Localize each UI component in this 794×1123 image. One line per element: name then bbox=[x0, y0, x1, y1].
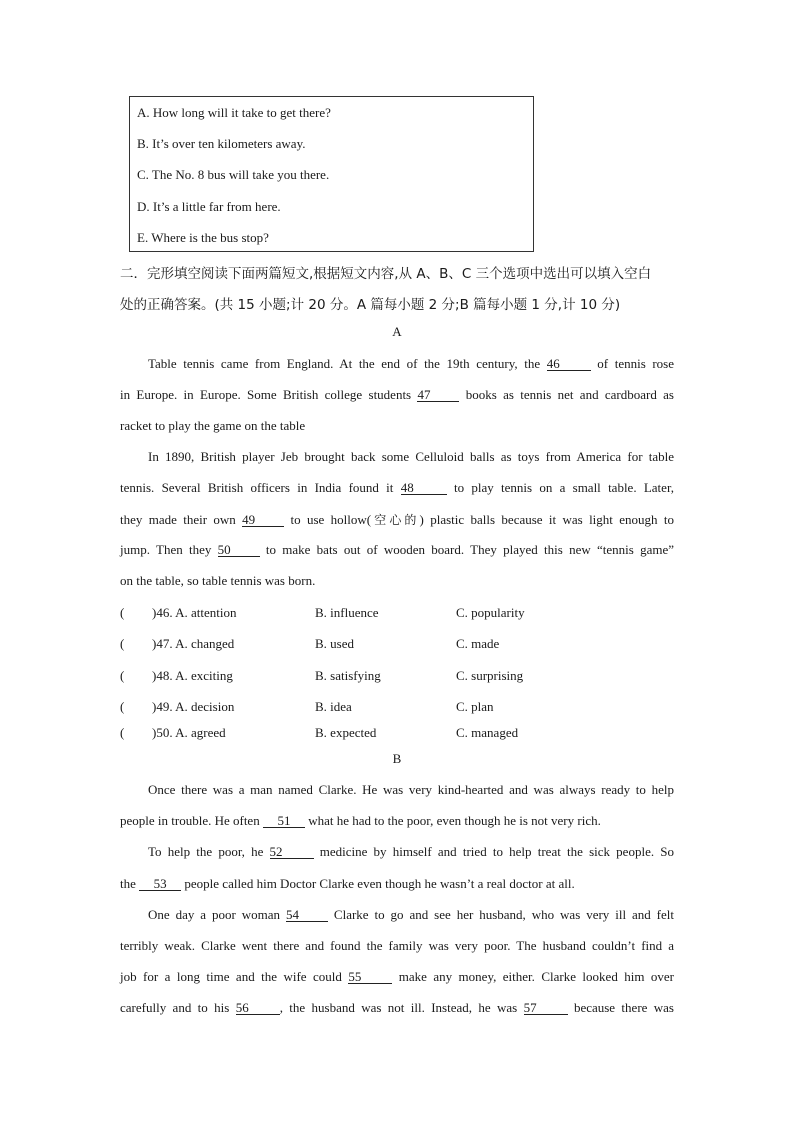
text: of tennis rose bbox=[597, 356, 675, 371]
blank-46: 46 bbox=[547, 357, 591, 371]
text: job for a long time and the wife could bbox=[120, 969, 342, 984]
option-a-text: )49. A. decision bbox=[152, 699, 235, 714]
option-e: E. Where is the bus stop? bbox=[137, 230, 269, 245]
passage-a-line: on the table, so table tennis was born. bbox=[120, 573, 316, 588]
text: ) plastic balls because it was light enough to bbox=[419, 512, 674, 527]
option-a: A. How long will it take to get there? bbox=[137, 105, 331, 120]
text: One day a poor woman bbox=[148, 907, 281, 922]
text: what he had to the poor, even though he is not very rich. bbox=[308, 813, 601, 828]
blank-50: 50 bbox=[218, 543, 260, 557]
option-c-text: C. plan bbox=[456, 699, 494, 714]
option-c-text: C. managed bbox=[456, 725, 519, 740]
blank-54: 54 bbox=[286, 908, 328, 922]
passage-a-line bbox=[120, 387, 674, 403]
passage-b-line bbox=[120, 876, 674, 892]
blank-51: 51 bbox=[263, 814, 305, 828]
text: Clarke to go and see her husband, who was very ill and felt bbox=[333, 907, 675, 922]
passage-a-line: In 1890, British player Jeb brought back some Celluloid balls as toys from America for table bbox=[148, 449, 674, 464]
text: people in trouble. He often bbox=[120, 813, 260, 828]
text: books as tennis net and cardboard as bbox=[465, 387, 674, 402]
passage-b-line: terribly weak. Clarke went there and found the family was very poor. The husband couldn’t find a bbox=[120, 938, 674, 953]
blank-48: 48 bbox=[401, 481, 447, 495]
option-b-text: B. expected bbox=[315, 725, 377, 740]
option-c-text: C. surprising bbox=[456, 668, 524, 683]
option-a-text: )47. A. changed bbox=[152, 636, 235, 651]
option-d: D. It’s a little far from here. bbox=[137, 199, 281, 214]
option-b-text: B. influence bbox=[315, 605, 379, 620]
option-b: B. It’s over ten kilometers away. bbox=[137, 136, 306, 151]
text: because there was bbox=[573, 1000, 674, 1015]
blank-49: 49 bbox=[242, 513, 284, 527]
section-instruction-line1: 二．完形填空阅读下面两篇短文,根据短文内容,从 A、B、C 三个选项中选出可以填入空白 bbox=[120, 266, 652, 282]
text: tennis. Several British officers in India found it bbox=[120, 480, 394, 495]
section-instruction-line2: 处的正确答案。(共 15 小题;计 20 分。A 篇每小题 2 分;B 篇每小题 1 分,计 10 分) bbox=[120, 297, 621, 313]
blank-57: 57 bbox=[524, 1001, 568, 1015]
option-c-text: C. made bbox=[456, 636, 500, 651]
text: , the husband was not ill. Instead, he was bbox=[279, 1000, 518, 1015]
blank-47: 47 bbox=[417, 388, 459, 402]
blank-55: 55 bbox=[348, 970, 392, 984]
text: jump. Then they bbox=[120, 542, 212, 557]
text: To help the poor, he bbox=[148, 844, 264, 859]
answer-paren[interactable]: ( bbox=[120, 725, 125, 740]
passage-b-line bbox=[148, 907, 674, 923]
text: to make bats out of wooden board. They played this new “tennis game” bbox=[265, 542, 674, 557]
answer-options-box bbox=[129, 96, 534, 252]
passage-b-line bbox=[148, 844, 674, 860]
text: to play tennis on a small table. Later, bbox=[453, 480, 675, 495]
answer-paren[interactable]: ( bbox=[120, 636, 125, 651]
passage-a-line: racket to play the game on the table bbox=[120, 418, 306, 433]
answer-paren[interactable]: ( bbox=[120, 668, 125, 683]
blank-52: 52 bbox=[270, 845, 314, 859]
text: make any money, either. Clarke looked him over bbox=[398, 969, 675, 984]
text: they made their own bbox=[120, 512, 236, 527]
passage-b-title: B bbox=[392, 751, 402, 766]
option-a-text: )50. A. agreed bbox=[152, 725, 226, 740]
text: Table tennis came from England. At the end of the 19th century, the bbox=[148, 356, 541, 371]
passage-b-line bbox=[120, 813, 674, 829]
passage-b-line bbox=[120, 969, 674, 985]
answer-paren[interactable]: ( bbox=[120, 699, 125, 714]
text: people called him Doctor Clarke even though he wasn’t a real doctor at all. bbox=[184, 876, 575, 891]
passage-a-line bbox=[148, 356, 674, 372]
passage-a-line bbox=[120, 511, 674, 528]
text: carefully and to his bbox=[120, 1000, 230, 1015]
option-b-text: B. satisfying bbox=[315, 668, 381, 683]
option-b-text: B. idea bbox=[315, 699, 352, 714]
chinese-gloss: 空心的 bbox=[371, 513, 420, 527]
blank-53: 53 bbox=[139, 877, 181, 891]
passage-a-title: A bbox=[392, 324, 402, 339]
text: medicine by himself and tried to help treat the sick people. So bbox=[319, 844, 674, 859]
passage-a-line bbox=[120, 542, 674, 558]
text: the bbox=[120, 876, 136, 891]
passage-b-line bbox=[120, 1000, 674, 1016]
text: to use hollow( bbox=[290, 512, 372, 527]
blank-56: 56 bbox=[236, 1001, 280, 1015]
text: in Europe. in Europe. Some British college students bbox=[120, 387, 412, 402]
answer-paren[interactable]: ( bbox=[120, 605, 125, 620]
option-a-text: )46. A. attention bbox=[152, 605, 237, 620]
option-b-text: B. used bbox=[315, 636, 354, 651]
passage-a-line bbox=[120, 480, 674, 496]
option-a-text: )48. A. exciting bbox=[152, 668, 233, 683]
passage-b-line: Once there was a man named Clarke. He was very kind-hearted and was always ready to help bbox=[148, 782, 674, 797]
option-c: C. The No. 8 bus will take you there. bbox=[137, 167, 330, 182]
option-c-text: C. popularity bbox=[456, 605, 525, 620]
